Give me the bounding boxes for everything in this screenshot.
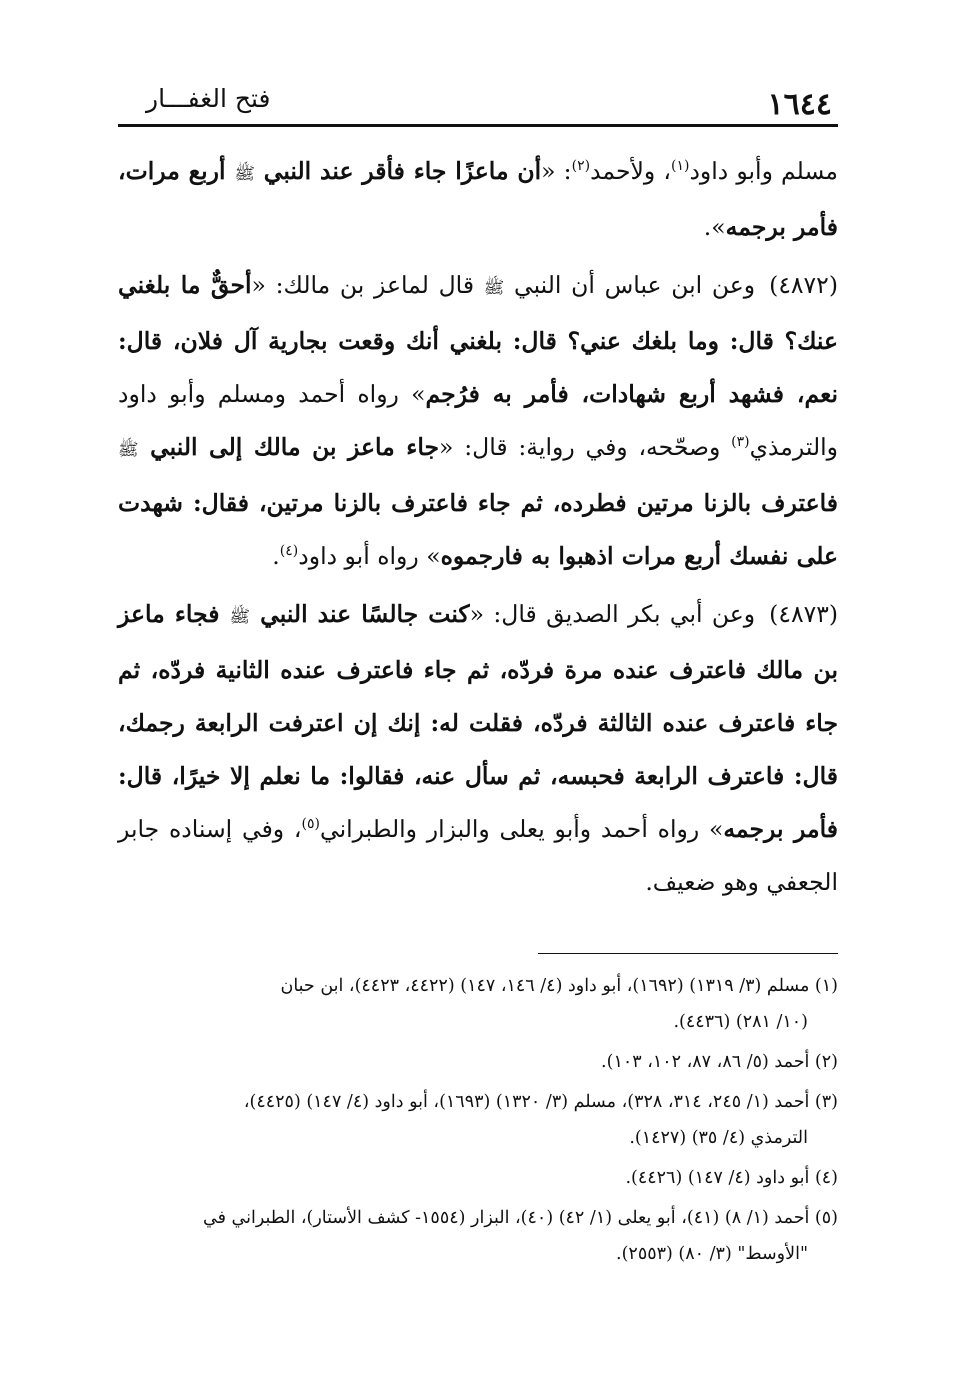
paragraph-4873 [118, 588, 838, 909]
hadith-number: (٤٨٧٣) [769, 600, 838, 628]
text-run: . [272, 542, 280, 570]
footnote-2 [118, 1044, 838, 1080]
salutation-glyph: ﷺ [118, 440, 139, 460]
text-run: وعن ابن عباس أن النبي [504, 271, 756, 299]
salutation-glyph: ﷺ [229, 607, 251, 627]
hadith-quote: جاء ماعز بن مالك إلى النبي [138, 433, 440, 461]
salutation-glyph: ﷺ [234, 164, 255, 184]
text-run: قال لماعز بن مالك: « [251, 271, 484, 299]
text-run: : « [541, 157, 572, 185]
page-number: ١٦٤٤ [767, 87, 832, 122]
hadith-quote: أن ماعزًا جاء فأقر عند النبي [254, 157, 542, 185]
hadith-quote: فاعترف بالزنا مرتين فطرده، ثم جاء فاعترف بالزنا مرتين، فقال: شهدت على نفسك أربع مرات اذهبوا به فارجموه [118, 489, 838, 570]
text-run: » رواه أبو داود [298, 542, 441, 570]
hadith-quote: أربع مرات، فأمر برجمه [118, 157, 838, 241]
running-title: فتح الغفـــار [146, 84, 271, 113]
hadith-quote: أحقٌّ ما بلغني عنك؟ قال: وما بلغك عني؟ قال: بلغني أنك وقعت بجارية آل فلان، قال: نعم، فشهد أربع شهادات، فأمر به فرُجم [118, 271, 838, 408]
footnote-ref-3[interactable]: (٣) [731, 434, 750, 451]
hadith-quote: كنت جالسًا عند النبي [250, 600, 470, 628]
text-run: مسلم وأبو داود [689, 157, 839, 185]
paragraph-4872 [118, 259, 838, 583]
footnote-4 [118, 1160, 838, 1196]
hadith-quote: فجاء ماعز بن مالك فاعترف عنده مرة فردّه، ثم جاء فاعترف عنده الثانية فردّه، ثم جاء فاعترف عنده الثالثة فردّه، فقلت له: إنك إن اعترفت الرابعة رجمك، قال: فاعترف الرابعة فحبسه، ثم سأل عنه، فقالوا: ما نعلم إلا خيرًا، قال: فأمر برجمه [118, 600, 838, 843]
footnote-text-continued: (١٠/ ٢٨١) (٤٤٣٦). [673, 1012, 808, 1032]
footnote-text: (٤) أبو داود (٤/ ١٤٧) (٤٤٢٦). [625, 1168, 838, 1188]
footnote-5 [118, 1200, 838, 1272]
text-run: وعن أبي بكر الصديق قال: « [469, 600, 756, 628]
book-page [118, 80, 838, 1276]
text-run: ». [703, 213, 726, 241]
footnote-text: (٣) أحمد (١/ ٢٤٥، ٣١٤، ٣٢٨)، مسلم (٣/ ١٣٢٠) (١٦٩٣)، أبو داود (٤/ ١٤٧) (٤٤٢٥)، [243, 1092, 838, 1112]
text-run: » رواه أحمد ومسلم وأبو داود والترمذي [118, 380, 838, 461]
footnotes [118, 968, 838, 1272]
footnote-1 [118, 968, 838, 1040]
footnote-text-continued: "الأوسط" (٣/ ٨٠) (٢٥٥٣). [616, 1244, 808, 1264]
hadith-number: (٤٨٧٢) [769, 271, 838, 299]
paragraph-1 [118, 145, 838, 254]
text-run: » رواه أحمد وأبو يعلى والبزار والطبراني [319, 815, 724, 843]
footnote-ref-1[interactable]: (١) [670, 158, 690, 175]
footnote-text-continued: الترمذي (٤/ ٣٥) (١٤٢٧). [629, 1128, 808, 1148]
footnote-ref-5[interactable]: (٥) [301, 816, 320, 833]
footnote-divider [538, 953, 838, 954]
main-text [118, 145, 838, 909]
footnote-ref-4[interactable]: (٤) [279, 543, 299, 560]
footnote-text: (٢) أحمد (٥/ ٨٦، ٨٧، ١٠٢، ١٠٣). [601, 1052, 838, 1072]
footnote-text: (٥) أحمد (١/ ٨) (٤١)، أبو يعلى (١/ ٤٢) (٤٠)، البزار (١٥٥٤- كشف الأستار)، الطبراني في [202, 1208, 838, 1228]
salutation-glyph: ﷺ [483, 278, 505, 298]
text-run: ، ولأحمد [590, 157, 671, 185]
footnote-3 [118, 1084, 838, 1156]
footnote-text: (١) مسلم (٣/ ١٣١٩) (١٦٩٢)، أبو داود (٤/ ١٤٦، ١٤٧) (٤٤٢٢، ٤٤٢٣)، ابن حبان [280, 976, 838, 996]
footnote-ref-2[interactable]: (٢) [571, 158, 591, 175]
page-header [118, 80, 838, 127]
text-run: وصحّحه، وفي رواية: قال: « [439, 433, 732, 461]
text-run: ، وفي إسناده جابر الجعفي وهو ضعيف. [118, 815, 838, 896]
